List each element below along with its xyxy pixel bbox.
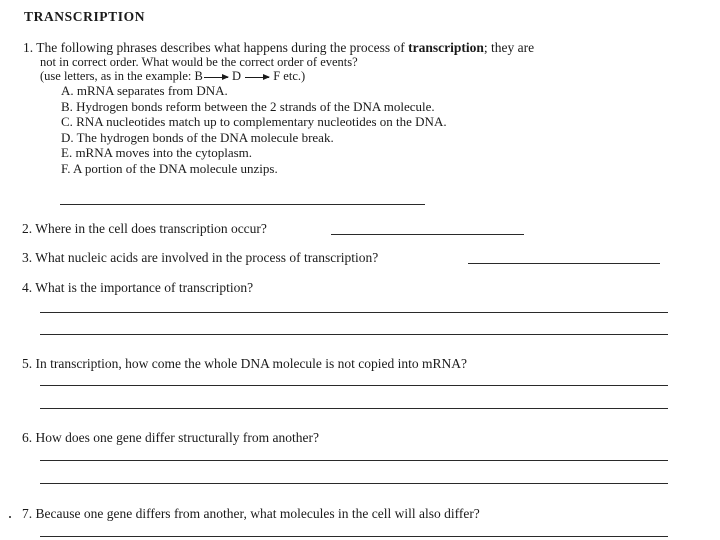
example-suffix: F etc.): [273, 69, 306, 83]
question-1-example: [40, 69, 305, 83]
question-2-text: Where in the cell does transcription occur?: [35, 221, 267, 236]
choice-a: A. mRNA separates from DNA.: [61, 83, 228, 98]
question-6-number: 6.: [22, 430, 33, 445]
answer-line-q4-2[interactable]: [40, 334, 668, 335]
question-1-text-after: ; they are: [483, 40, 535, 55]
question-1-number: 1.: [23, 40, 34, 55]
question-4-prompt: [22, 280, 253, 296]
answer-line-q1[interactable]: [60, 204, 425, 205]
answer-line-q6-1[interactable]: [40, 460, 668, 461]
question-1-line-2: not in correct order. What would be the correct order of events?: [40, 55, 358, 69]
choice-e: E. mRNA moves into the cytoplasm.: [61, 145, 253, 160]
choice-d: D. The hydrogen bonds of the DNA molecule break.: [61, 129, 334, 145]
answer-line-q6-2[interactable]: [40, 483, 668, 484]
question-5-number: 5.: [22, 356, 33, 371]
question-3-prompt: [22, 250, 378, 266]
question-1-text-before: The following phrases describes what happens during the process of: [36, 40, 409, 55]
answer-line-q5-1[interactable]: [40, 385, 668, 386]
worksheet-title: TRANSCRIPTION: [24, 9, 146, 24]
choice-b: B. Hydrogen bonds reform between the 2 strands of the DNA molecule.: [61, 98, 435, 114]
question-3-number: 3.: [22, 250, 33, 265]
choice-f: F. A portion of the DNA molecule unzips.: [61, 160, 278, 176]
answer-line-q3[interactable]: [468, 263, 660, 264]
choice-c: C. RNA nucleotides match up to complementary nucleotides on the DNA.: [61, 114, 447, 129]
question-1-prompt: [23, 40, 534, 56]
question-6-text: How does one gene differ structurally from another?: [35, 430, 320, 445]
scan-speck: [9, 516, 11, 518]
question-1-keyword: transcription: [408, 40, 484, 55]
question-4-text: What is the importance of transcription?: [35, 280, 254, 295]
question-6-prompt: [22, 430, 319, 446]
example-middle: D: [231, 69, 241, 83]
answer-line-q4-1[interactable]: [40, 312, 668, 313]
question-7-text: Because one gene differs from another, what molecules in the cell will also differ?: [35, 506, 480, 521]
question-7-number: 7.: [22, 506, 33, 521]
answer-line-q5-2[interactable]: [40, 408, 668, 409]
question-5-prompt: [22, 356, 467, 372]
arrow-right-icon: [204, 77, 228, 78]
question-3-text: What nucleic acids are involved in the process of transcription?: [35, 250, 379, 265]
question-5-text: In transcription, how come the whole DNA molecule is not copied into mRNA?: [35, 356, 468, 371]
arrow-right-icon: [245, 77, 269, 78]
answer-line-q2[interactable]: [331, 234, 524, 235]
question-4-number: 4.: [22, 280, 33, 295]
question-2-prompt: [22, 221, 267, 237]
question-7-prompt: [22, 506, 480, 522]
answer-line-q7-1[interactable]: [40, 536, 668, 537]
question-2-number: 2.: [22, 221, 33, 236]
example-prefix: (use letters, as in the example: B: [40, 69, 203, 83]
